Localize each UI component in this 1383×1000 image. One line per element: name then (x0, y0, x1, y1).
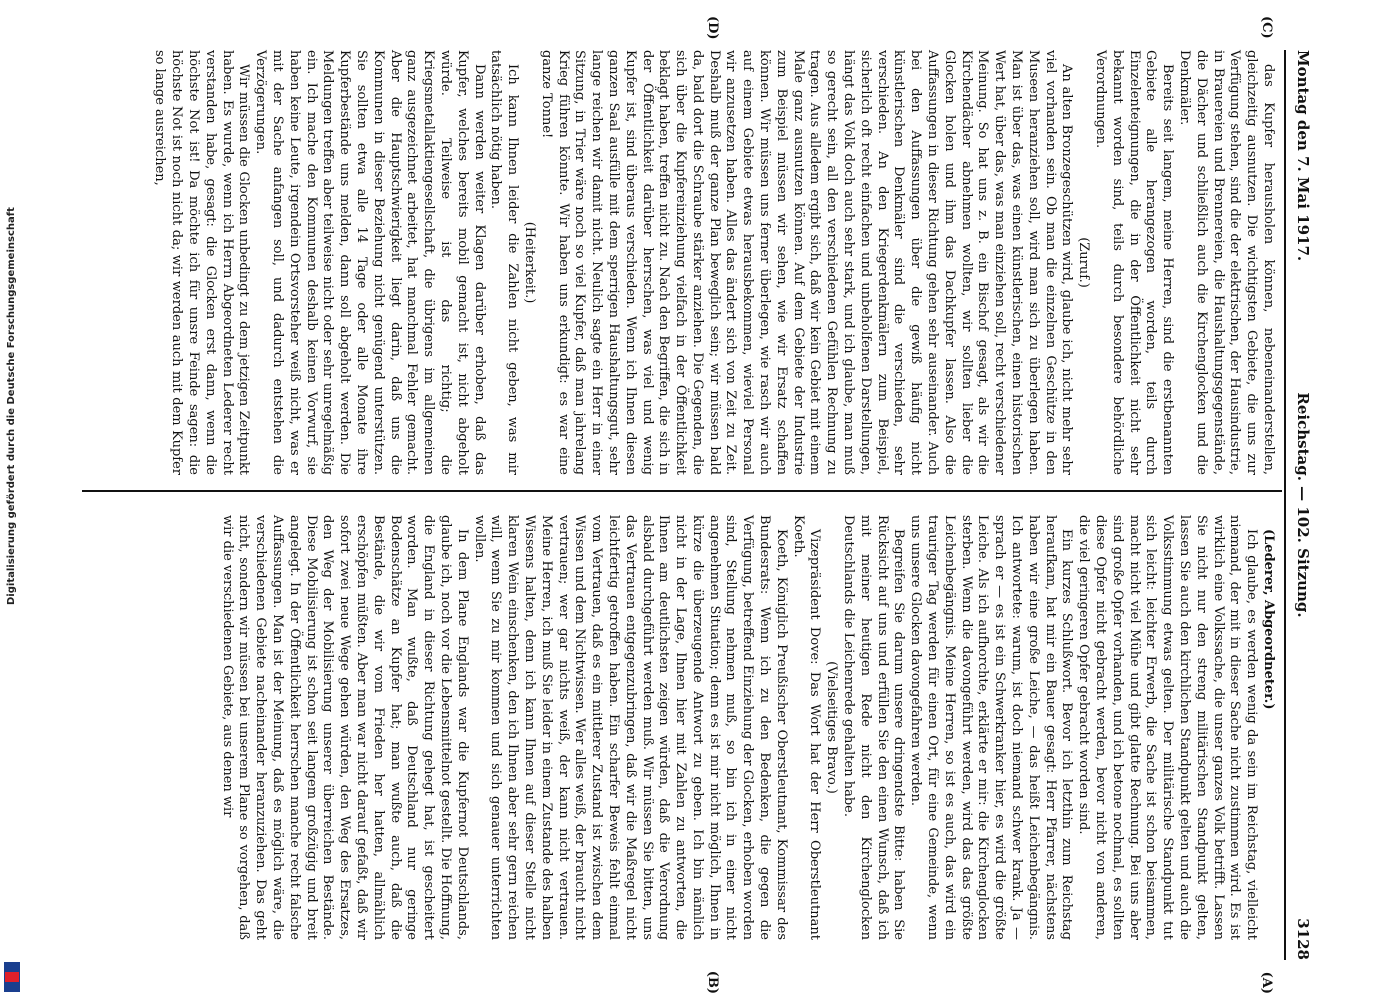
document-page (80, 16, 1320, 994)
session-date: Montag den 7. Mai 1917. (1294, 50, 1312, 262)
paragraph: In dem Plane Englands war die Kupfernot Deutschlands, glaube ich, noch vor die Lebensmittelnot gestellt. Die Hoffnung, die England in dieser Richtung gehegt hat, ist gescheitert worden. Man wußte, daß Deutschland nur geringe Bodenschätze an Kupfer hat; man wußte auch, daß die Bestände, die wir vom Frieden her hatten, allmählich erschöpfen müßten. Aber man war nicht darauf gefaßt, daß wir sofort zwei neue Wege gehen würden, den Weg des Ersatzes, den Weg der Mobilisierung unserer überreichen Bestände. Diese Mobilisierung ist schon seit langem großzügig und breit angelegt. In der Öffentlichkeit herrschen manche recht falsche Auffassungen. Man ist der Meinung, daß es möglich wäre, die verschiedenen Gebiete nacheinander heranzuziehen. Das geht nicht, sondern wir müssen bei unserem Plane so vorgehen, daß wir die verschiedenen Gebiete, aus denen wir (219, 515, 470, 940)
dfg-logo (4, 962, 20, 992)
paragraph: Wir müssen die Glocken unbedingt zu dem jetzigen Zeitpunkt haben. Es wurde, wenn ich Herrn Abgeordneten Lederer recht verstanden habe, gesagt: die Glocken erst dann, wenn die höchste Not ist! Da möchte ich für unsre Feinde sagen: die höchste Not ist noch nicht da; wir werden auch mit dem Kupfer so lange ausreichen, (152, 50, 252, 475)
funding-note: Digitalisierung gefördert durch die Deutsche Forschungsgemeinschaft (6, 207, 17, 605)
margin-marker-c: (C) (1259, 16, 1274, 39)
page-header (1290, 50, 1312, 960)
paragraph: Bereits seit langem, meine Herren, sind die erstbenannten Gebiete alle herangezogen worden, teils durch Einzelenteignungen, die in der Öffentlichkeit nicht sehr bekannt worden sind, teils durch besondere behördliche Verordnungen. (1093, 50, 1176, 475)
paragraph: (Heiterkeit.) (521, 221, 537, 304)
paragraph: Koeth, Königlich Preußischer Oberstleutnant, Kommissar des Bundesrats: Wenn ich zu den Bedenken, die gegen die Verfügung, betreffend Einziehung der Glocken, erhoben worden sind, Stellung nehmen muß, so bin ich in einer nicht angenehmen Situation; denn es ist mir nicht möglich, Ihnen in kürze die überzeugende Antwort zu geben. Ich bin nämlich nicht in der Lage, Ihnen hier mit Zahlen zu antworten, die Ihnen am deutlichsten zeigen würden, daß die Verordnung alsbald durchgeführt werden muß. Wir müssen Sie bitten, uns das Vertrauen entgegenzubringen, daß wir die Maßregel nicht leichtfertig getroffen haben. Ein scharfer Beweis fehlt einmal vom Vertrauen, daß es ein mittlerer Zustand ist zwischen dem Wissen und dem Nichtwissen. Wer alles weiß, der braucht nicht vertrauen; wer gar nichts weiß, der kann nicht vertrauen. Meine Herren, ich muß Sie leider in einem Zustande des halben Wissens halten, denn ich kann Ihnen auf dieser Stelle nicht klaren Wein einschenken, den ich Ihnen aber sehr gern reichen will, wenn Sie zu mir kommen und sich genauer unterrichten wollen. (471, 515, 789, 940)
header-rule (1284, 50, 1286, 960)
paragraph: das Kupfer herausholen können, nebeneinanderstellen, gleichzeitig ausnutzen. Die wichtigsten Gebiete, die uns zur Verfügung stehen, sind die der elektrischen, der Hausindustrie, in Brauereien und Brennereien, die Haushaltungsgegenstände, die Dächer und schließlich auch die Kirchenglocken und die Denkmäler. (1177, 50, 1276, 475)
margin-marker-a: (A) (1259, 971, 1274, 994)
paragraph: Ein kurzes Schlußwort. Bevor ich letzthin zum Reichstag heraufkam, hat mir ein Bauer gesagt: Herr Pfarrer, nächstens haben wir eine große Leiche, — das heißt Leichenbegängnis. Ich antwortete: warum, ist doch niemand schwer krank. Ja — sprach er — es ist ein Schwerkranker hier, es wird die größte Leiche. Als ich aufhorchte, erklärte er mir: die Kirchenglocken sterben. Wenn die davongeführt werden, wird das das größte Leichenbegängnis. Meine Herren, so ist es auch, das wird ein trauriger Tag werden für einen Ort, für eine Gemeinde, wenn uns unsere Glocken davongefahren werden. (908, 515, 1075, 940)
paragraph: Vizepräsident Dove: Das Wort hat der Herr Oberstleutnant Koeth. (790, 515, 823, 940)
paragraph: (Zuruf.) (1076, 237, 1092, 288)
paragraph: (Lederer, Abgeordneter.) (1261, 529, 1276, 710)
left-text-column (218, 515, 1276, 940)
paragraph: Ich kann Ihnen leider die Zahlen nicht geben, was mir tatsächlich nötig haben. (488, 50, 521, 475)
column-divider (82, 490, 1282, 492)
paragraph: (Vielseitiges Bravo.) (824, 661, 840, 794)
paragraph: Dann werden weiter Klagen darüber erhoben, daß das Kupfer, welches bereits mobil gemacht ist, nicht abgeholt würde. Teilweise ist das richtig; die Kriegsmetallaktiengesellschaft, die übrigens im allgemeinen ganz ausgezeichnet arbeitet, hat manchmal Fehler gemacht. Aber die Hauptschwierigkeit liegt darin, daß uns die Kommunen in dieser Beziehung nicht genügend unterstützen. Sie sollten etwa alle 14 Tage oder alle Monate ihre Kupferbestände uns melden, dann soll abgeholt werden. Die Meldungen treffen aber teilweise nicht oder sehr unregelmäßig ein. Ich mache den Kommunen deshalb keinen Vorwurf, sie haben keine Leute, irgendein Ortsvorsteher weiß nicht, was er mit der Sache anfangen soll, und dadurch entstehen die Verzögerungen. (253, 50, 487, 475)
paragraph: An alten Bronzegeschützen wird, glaube ich, nicht mehr sehr viel vorhanden sein. Ob man die einzelnen Geschütze in den Museen heranziehen soll, wird man sich zu überlegen haben. Man ist über das, was einen künstlerischen, einen historischen Wert hat, über das, was man einziehen soll, recht verschiedener Meinung. So hat uns z. B. ein Bischof gesagt, als wir die Kirchendächer abnehmen wollten, wir sollten lieber die Glocken holen und ihm das Dachkupfer lassen. Also die Auffassungen in dieser Richtung gehen sehr auseinander. Auch bei den Auffassungen über die gewiß häufig nicht künstlerischen Denkmäler sind die verschieden, sehr verschieden. An den Kriegerdenkmälern zum Beispiel, sicherlich oft recht einfachen und unbeholfenen Darstellungen, hängt das Volk doch auch sehr stark, und ich glaube, man muß so gerecht sein, all den verschiedenen Gefühlen Rechnung zu tragen. Aus alledem ergibt sich, daß wir kein Gebiet mit einem Male ganz ausnutzen können. Auf dem Gebiete der Industrie zum Beispiel müssen wir sehen, wie wir Ersatz schaffen können. Wir müssen uns ferner überlegen, wie rasch wir auch auf einem Gebiete etwas herausbekommen, wieviel Personal wir anzusetzen haben. Alles das ändert sich von Zeit zu Zeit. Deshalb muß der ganze Plan beweglich sein; wir müssen bald da, bald dort die Schraube stärker anziehen. Die Gegenden, die sich über die Kupfereinziehung vielfach in der Öffentlichkeit beklagt haben, treffen nicht zu. Nach den Begriffen, die sich in der Öffentlichkeit darüber herrschen, was viel und wenig Kupfer ist, sind überaus verschieden. Wenn ich Ihnen diesen ganzen Saal ausfülle mit dem sperrigen Haushaltungsgut, sehr lange reichen wir damit nicht. Neulich sagte ein Herr in einer Sitzung, in Trier wäre noch so viel Kupfer, daß man jahrelang Krieg führen könnte. Wir haben uns erkundigt: es war eine ganze Tonne! (538, 50, 1075, 475)
paragraph: Begreifen Sie darum unsere dringendste Bitte: haben Sie Rücksicht auf uns und erfüllen Sie den einen Wunsch, daß ich mit meiner heutigen Rede nicht den Kirchenglocken Deutschlands die Leichenrede gehalten habe. (841, 515, 907, 940)
paragraph: Ich glaube, es werden wenig da sein im Reichstag, vielleicht niemand, der mit in dieser Sache nicht zustimmen wird. Es ist wirklich eine Volkssache, die unser ganzes Volk betrifft. Lassen Sie nicht nur den streng militärischen Standpunkt gelten, lassen Sie auch den kirchlichen Standpunkt gelten und auch die Volksstimmung etwas gelten. Der militärische Standpunkt tut sich leicht: leichter Erwerb, die Sache ist schon beisammen, macht nicht viel Mühe und gibt glatte Rechnung. Bei uns aber sind große Opfer vorhanden, und ich betone nochmal, es sollten diese Opfer nicht gebracht werden, bevor nicht von anderen, die viel geringeren Opfer gebracht worden sind. (1076, 515, 1260, 940)
margin-marker-d: (D) (705, 16, 720, 40)
page-number: 3128 (1294, 918, 1312, 960)
right-text-column (151, 50, 1276, 475)
margin-marker-b: (B) (705, 970, 720, 994)
running-title: Reichstag. — 102. Sitzung. (1294, 392, 1312, 618)
